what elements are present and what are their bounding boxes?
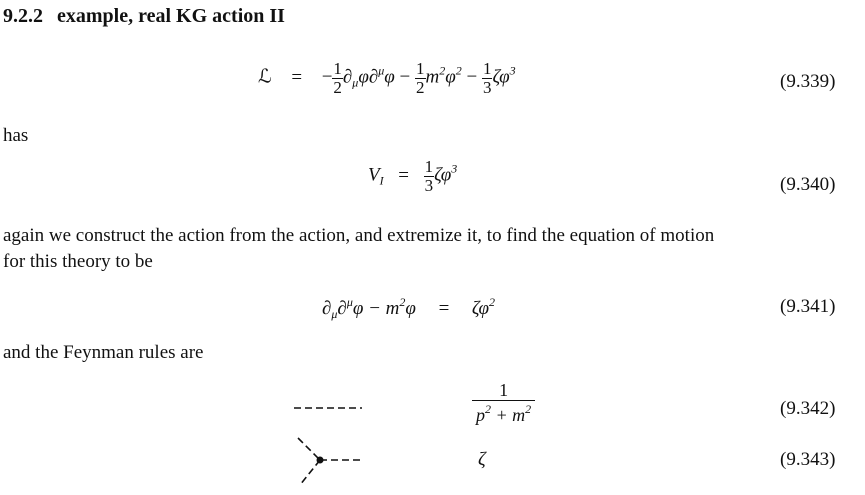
fraction-one-third: $\frac{1}{3}$ [482, 59, 492, 97]
fraction-one-half-2: $\frac{1}{2}$ [416, 59, 425, 97]
minus-sign: − [321, 66, 333, 88]
equation-9-339: ℒ = − $\frac{1}{2}$ $\partial_\mu\varphi\partial^\mu\varphi$ − $\frac{1}{2}$ $m^2\varphi^2$ − $\frac{1}{3}$ $\zeta\varphi^3$ [258, 59, 516, 97]
vertex-leg-lower [300, 460, 320, 485]
text-has: has [3, 125, 29, 146]
section-number: 9.2.2 [3, 5, 43, 27]
propagator-fraction: $\frac{1}{p^2 + m^2}$ [472, 381, 535, 425]
propagator-diagram [290, 398, 365, 418]
section-title: example, real KG action II [57, 5, 285, 27]
equation-number-9-343: (9.343) [780, 449, 836, 470]
potential-symbol: V [368, 164, 380, 186]
equation-9-343 [478, 449, 486, 471]
section-heading [3, 5, 285, 28]
fraction-one-half: $\frac{1}{2}$ [333, 59, 342, 97]
equation-number-9-340: (9.340) [780, 174, 836, 195]
equation-number-9-339: (9.339) [780, 71, 836, 92]
text-feynman-rules: and the Feynman rules are [3, 342, 204, 363]
vertex-leg-upper [298, 438, 320, 460]
lagrangian-symbol: ℒ [258, 65, 272, 88]
equation-9-341: $\partial_\mu\partial^\mu\varphi - m^2\varphi = \zeta\varphi^2$ [322, 295, 496, 321]
vertex-dot [317, 457, 324, 464]
equation-9-342 [472, 381, 535, 425]
paragraph-line-2: for this theory to be [3, 251, 153, 272]
equals-sign: = [291, 66, 303, 88]
fraction-one-third: $\frac{1}{3}$ [424, 157, 434, 195]
coupling-zeta: ζ [478, 449, 486, 470]
vertex-diagram [292, 433, 367, 489]
equation-9-340: $V_I$ = $\frac{1}{3}$ $\zeta\varphi^3$ [368, 157, 458, 195]
equation-number-9-341: (9.341) [780, 296, 836, 317]
paragraph-line-1: again we construct the action from the action, and extremize it, to find the equation of motion [3, 225, 715, 246]
equation-number-9-342: (9.342) [780, 398, 836, 419]
